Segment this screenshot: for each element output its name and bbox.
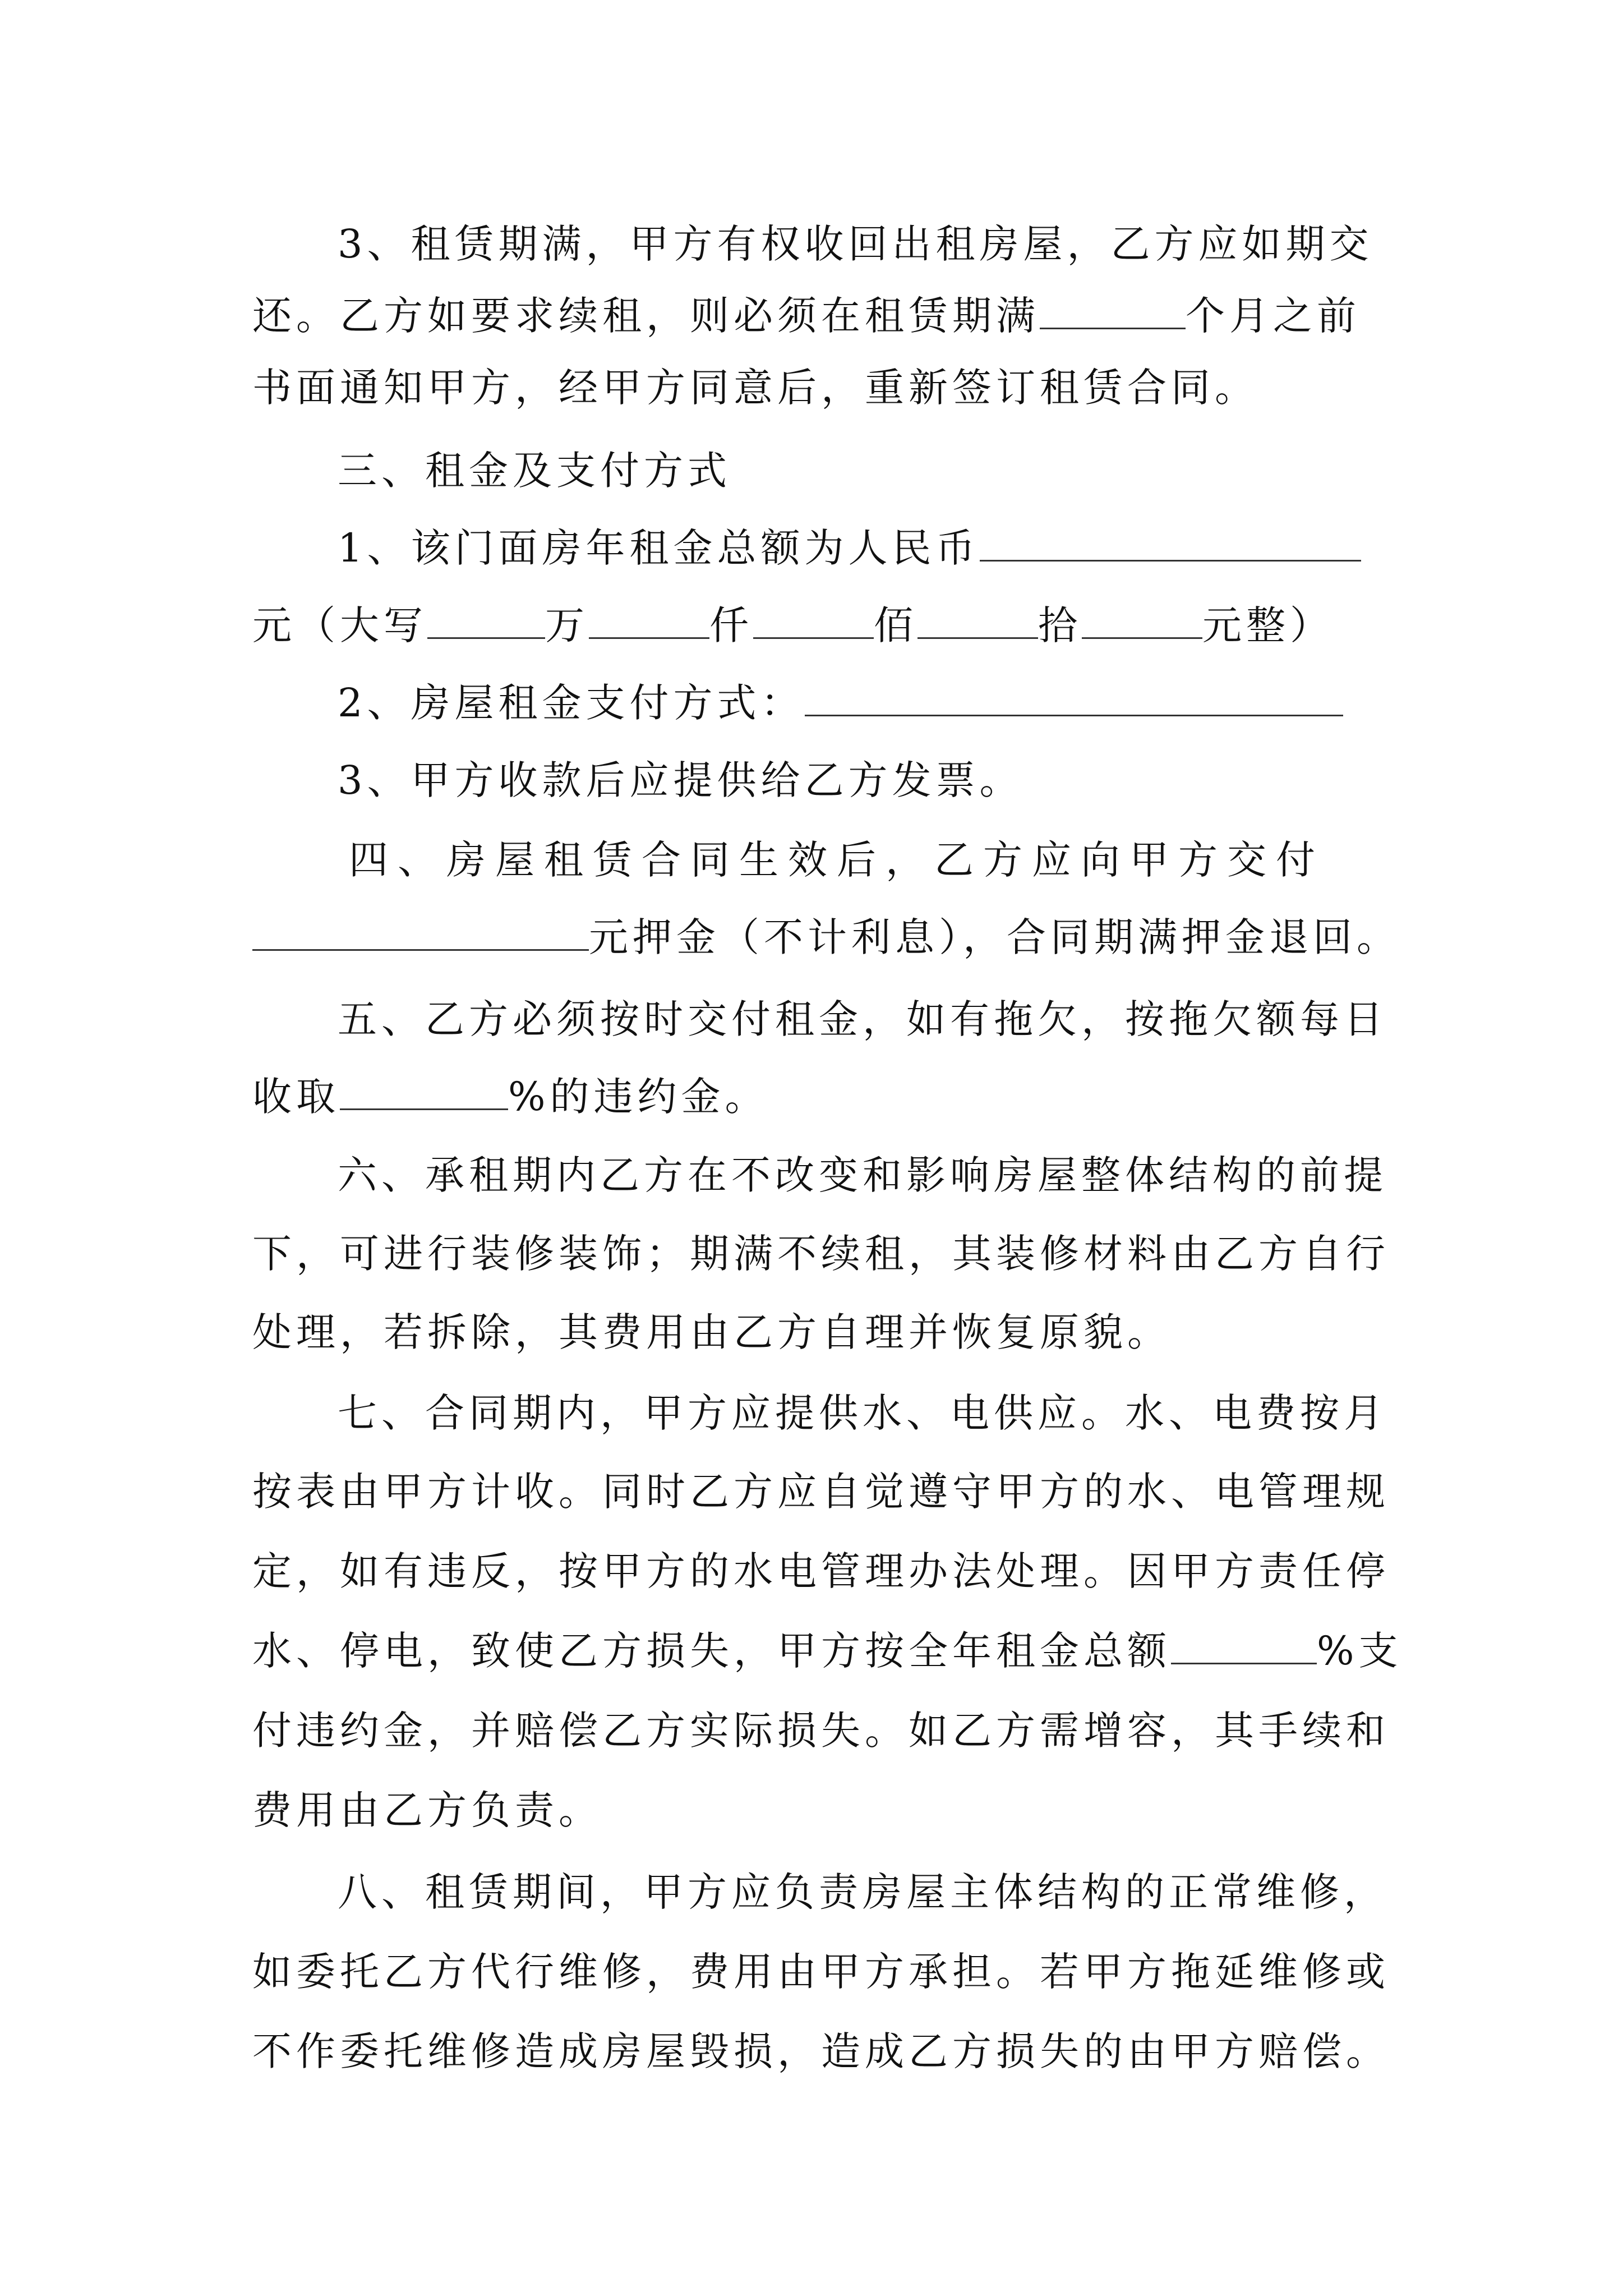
clause-2-3-line-3 xyxy=(252,357,1385,418)
text: 个月之前 xyxy=(1186,293,1361,339)
text: 三、租金及支付方式 xyxy=(338,448,731,494)
text: 元（大写 xyxy=(252,602,427,648)
text: 定，如有违反，按甲方的水电管理办法处理。因甲方责任停 xyxy=(252,1548,1390,1594)
section-6-line-3 xyxy=(252,1301,1385,1363)
payment-method-blank[interactable] xyxy=(805,674,1343,716)
penalty-rate-blank[interactable] xyxy=(1171,1622,1317,1664)
section-8-line-1 xyxy=(338,1861,1470,1923)
text: 下，可进行装修装饰；期满不续租，其装修材料由乙方自行 xyxy=(252,1231,1390,1277)
text: 不作委托维修造成房屋毁损，造成乙方损失的由甲方赔偿。 xyxy=(252,2028,1390,2074)
text: 万 xyxy=(545,602,589,648)
section-6-line-2 xyxy=(252,1223,1390,1285)
bai-blank[interactable] xyxy=(753,597,874,639)
section-7-line-2 xyxy=(252,1461,1390,1522)
qian-blank[interactable] xyxy=(589,597,709,639)
section-8-line-2 xyxy=(252,1941,1390,2003)
yuan-blank[interactable] xyxy=(1082,597,1202,639)
section-7-line-3 xyxy=(252,1540,1390,1602)
text: 元押金（不计利息），合同期满押金退回。 xyxy=(589,914,1400,960)
text: 2、房屋租金支付方式： xyxy=(338,680,805,726)
text: 处理，若拆除，其费用由乙方自理并恢复原貌。 xyxy=(252,1309,1171,1355)
late-fee-rate-blank[interactable] xyxy=(340,1068,508,1110)
section-6-line-1 xyxy=(338,1144,1470,1206)
section-7-line-1 xyxy=(338,1382,1470,1444)
section-5-line-2 xyxy=(252,1066,1385,1128)
text: 还。乙方如要求续租，则必须在租赁期满 xyxy=(252,293,1040,339)
text: 五、乙方必须按时交付租金，如有拖欠，按拖欠额每日 xyxy=(338,996,1387,1042)
text: 3、租赁期满，甲方有权收回出租房屋，乙方应如期交 xyxy=(338,221,1373,267)
text: %支 xyxy=(1317,1628,1403,1674)
clause-2-3-line-2 xyxy=(252,285,1385,347)
text: 七、合同期内，甲方应提供水、电供应。水、电费按月 xyxy=(338,1390,1387,1436)
text: 费用由乙方负责。 xyxy=(252,1787,602,1833)
section-8-line-3 xyxy=(252,2021,1390,2082)
section-7-line-5 xyxy=(252,1700,1390,1761)
rent-line-2 xyxy=(252,595,1385,656)
rent-payment-line xyxy=(338,672,1470,734)
text: 3、甲方收款后应提供给乙方发票。 xyxy=(338,757,1023,803)
section-4-line-1 xyxy=(349,829,1482,891)
section-5-line-1 xyxy=(338,988,1470,1050)
text: 付违约金，并赔偿乙方实际损失。如乙方需增容，其手续和 xyxy=(252,1708,1390,1754)
clause-2-3-line-1 xyxy=(338,213,1470,275)
text: 四、房屋租赁合同生效后，乙方应向甲方交付 xyxy=(349,837,1325,883)
text: 八、租赁期间，甲方应负责房屋主体结构的正常维修， xyxy=(338,1869,1387,1915)
text: 1、该门面房年租金总额为人民币 xyxy=(338,525,980,571)
text: 水、停电，致使乙方损失，甲方按全年租金总额 xyxy=(252,1628,1171,1674)
renewal-months-blank[interactable] xyxy=(1040,287,1186,329)
shi-blank[interactable] xyxy=(917,597,1038,639)
section-3-heading xyxy=(338,440,1470,501)
text: 收取 xyxy=(252,1074,340,1120)
text: 元整） xyxy=(1202,602,1334,648)
text: 书面通知甲方，经甲方同意后，重新签订租赁合同。 xyxy=(252,365,1258,411)
section-4-line-2 xyxy=(252,907,1400,968)
text: 拾 xyxy=(1038,602,1082,648)
rent-amount-blank[interactable] xyxy=(980,519,1361,562)
deposit-blank[interactable] xyxy=(252,909,589,951)
section-7-line-6 xyxy=(252,1779,1385,1841)
text: 按表由甲方计收。同时乙方应自觉遵守甲方的水、电管理规 xyxy=(252,1469,1390,1515)
text: 六、承租期内乙方在不改变和影响房屋整体结构的前提 xyxy=(338,1152,1387,1198)
wan-blank[interactable] xyxy=(427,597,545,639)
rent-invoice-line xyxy=(338,749,1470,811)
section-7-line-4 xyxy=(252,1620,1403,1682)
text: 仟 xyxy=(709,602,753,648)
text: 佰 xyxy=(874,602,917,648)
text: 如委托乙方代行维修，费用由甲方承担。若甲方拖延维修或 xyxy=(252,1949,1390,1995)
text: %的违约金。 xyxy=(508,1074,769,1120)
rent-line-1 xyxy=(338,517,1470,579)
